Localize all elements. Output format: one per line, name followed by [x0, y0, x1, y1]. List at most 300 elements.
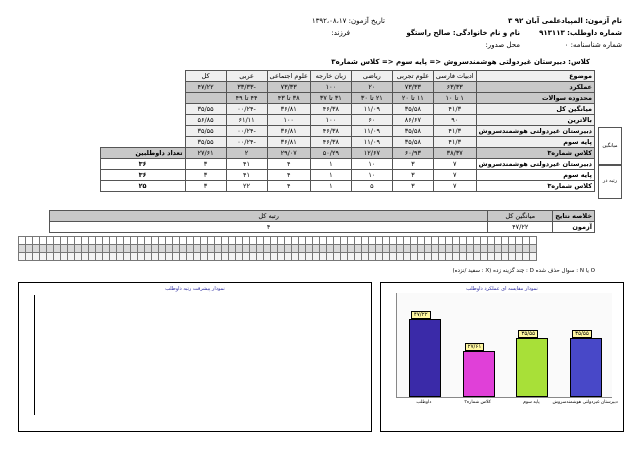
- grid-cell: [509, 237, 516, 245]
- grid-cell: [243, 237, 250, 245]
- bar: [409, 319, 441, 397]
- table-cell: ۳۵/۵۸: [392, 104, 433, 115]
- column-header: زبان خارجه: [310, 71, 351, 82]
- grid-cell: [439, 237, 446, 245]
- grid-cell: [82, 237, 89, 245]
- table-cell: ۶۰: [351, 115, 392, 126]
- grid-cell: [201, 237, 208, 245]
- table-cell: ۱۱/۰۹: [351, 104, 392, 115]
- table-cell: ۲۷/۶۱: [185, 148, 226, 159]
- grid-cell: [33, 253, 40, 261]
- grid-cell: [530, 237, 537, 245]
- progress-chart-title: نمودار پیشرفت رتبه داوطلب: [165, 286, 225, 292]
- row-label: میانگین کل: [476, 104, 594, 115]
- grid-cell: [327, 245, 334, 253]
- grid-cell: [229, 237, 236, 245]
- table-cell: ۳۱ تا ۳۷: [310, 93, 351, 104]
- grid-cell: [243, 245, 250, 253]
- grid-cell: [467, 245, 474, 253]
- table-cell: ۷: [433, 159, 476, 170]
- grid-cell: [348, 237, 355, 245]
- grid-cell: [159, 245, 166, 253]
- grid-cell: [131, 237, 138, 245]
- answer-grid: [18, 236, 537, 261]
- issue-place: محل صدور:: [485, 41, 520, 49]
- table-cell: ۱۰: [351, 159, 392, 170]
- grid-cell: [306, 237, 313, 245]
- grid-cell: [68, 245, 75, 253]
- grid-cell: [432, 253, 439, 261]
- grid-cell: [460, 253, 467, 261]
- grid-cell: [467, 253, 474, 261]
- table-cell: ۶۱/۱۱: [226, 115, 267, 126]
- grid-cell: [327, 253, 334, 261]
- table-cell: ۴۱/۳: [433, 104, 476, 115]
- row-label: بالاترین: [476, 115, 594, 126]
- grid-cell: [453, 253, 460, 261]
- grid-cell: [145, 245, 152, 253]
- grid-cell: [82, 245, 89, 253]
- grid-cell: [89, 237, 96, 245]
- grid-cell: [341, 253, 348, 261]
- grid-cell: [341, 237, 348, 245]
- grid-cell: [61, 237, 68, 245]
- grid-cell: [40, 253, 47, 261]
- grid-cell: [411, 237, 418, 245]
- table-cell: ۳: [185, 170, 226, 181]
- table-cell: ۳۵/۵۵: [185, 126, 226, 137]
- table-cell: ۴۱/۳: [433, 126, 476, 137]
- table-cell: ۵۰/۲۹: [310, 148, 351, 159]
- table-cell: ۱۰۰: [310, 115, 351, 126]
- grid-cell: [180, 245, 187, 253]
- table-cell: ۱۰۰: [267, 115, 310, 126]
- grid-cell: [481, 253, 488, 261]
- grid-cell: [166, 237, 173, 245]
- grid-cell: [313, 253, 320, 261]
- column-header: علوم تجربی: [392, 71, 433, 82]
- grid-cell: [131, 245, 138, 253]
- grid-cell: [75, 245, 82, 253]
- grid-cell: [180, 253, 187, 261]
- grid-cell: [145, 237, 152, 245]
- x-tick-label: کلاس شماره۳: [464, 400, 491, 405]
- progress-chart: [18, 282, 372, 432]
- grid-cell: [208, 253, 215, 261]
- grid-cell: [96, 245, 103, 253]
- grid-cell: [271, 245, 278, 253]
- grid-cell: [474, 253, 481, 261]
- grid-cell: [411, 245, 418, 253]
- grid-cell: [474, 237, 481, 245]
- grid-cell: [89, 253, 96, 261]
- summary-exam-label: آزمون: [553, 222, 595, 233]
- summary-result-label: خلاصه نتایج: [553, 211, 595, 222]
- grid-cell: [495, 245, 502, 253]
- grid-cell: [103, 253, 110, 261]
- table-cell: ۱۱/۰۹: [351, 137, 392, 148]
- grid-cell: [159, 237, 166, 245]
- table-cell: ۲۰: [351, 82, 392, 93]
- grid-cell: [222, 237, 229, 245]
- grid-cell: [68, 237, 75, 245]
- student-number: شماره داوطلب: ۹۱۳۱۱۳: [539, 29, 622, 37]
- grid-cell: [110, 237, 117, 245]
- grid-cell: [138, 237, 145, 245]
- grid-cell: [26, 253, 33, 261]
- grid-cell: [117, 237, 124, 245]
- grid-cell: [502, 245, 509, 253]
- grid-cell: [313, 245, 320, 253]
- table-cell: ۴۶/۳۸: [310, 104, 351, 115]
- table-cell: ۳: [392, 170, 433, 181]
- table-cell: ۴۱/۳: [433, 137, 476, 148]
- column-header: علوم اجتماعی: [267, 71, 310, 82]
- grid-cell: [292, 253, 299, 261]
- grid-cell: [96, 237, 103, 245]
- grid-cell: [341, 245, 348, 253]
- grid-cell: [369, 237, 376, 245]
- bar-value-label: ۴۷/۲۲: [411, 311, 431, 319]
- table-cell: ۴۶/۳۸: [310, 126, 351, 137]
- scores-table: [100, 70, 595, 192]
- column-header: ریاضی: [351, 71, 392, 82]
- grid-cell: [334, 237, 341, 245]
- column-header: کل: [185, 71, 226, 82]
- grid-cell: [222, 245, 229, 253]
- grid-cell: [446, 237, 453, 245]
- grid-cell: [495, 253, 502, 261]
- table-cell: ۳۵/۵۵: [185, 104, 226, 115]
- grid-cell: [376, 237, 383, 245]
- grid-cell: [495, 237, 502, 245]
- grid-cell: [250, 237, 257, 245]
- grid-cell: [229, 245, 236, 253]
- grid-cell: [516, 245, 523, 253]
- row-label: دبیرستان غیردولتی هوشمندسروش: [476, 126, 594, 137]
- grid-cell: [187, 253, 194, 261]
- row-label: پایه سوم: [476, 170, 594, 181]
- grid-cell: [502, 237, 509, 245]
- grid-cell: [383, 245, 390, 253]
- summary-avg-label: میانگین کل: [488, 211, 553, 222]
- bar-value-label: ۳۵/۵۵: [572, 330, 592, 338]
- grid-cell: [180, 237, 187, 245]
- grid-cell: [61, 253, 68, 261]
- grid-cell: [271, 253, 278, 261]
- x-tick-label: دبیرستان غیردولتی هوشمندسروش: [552, 400, 618, 405]
- count-header: تعداد داوطلبین: [100, 148, 185, 159]
- grid-cell: [187, 245, 194, 253]
- grid-cell: [138, 245, 145, 253]
- grid-cell: [243, 253, 250, 261]
- grid-cell: [369, 245, 376, 253]
- grid-cell: [173, 245, 180, 253]
- grid-cell: [33, 237, 40, 245]
- bar: [463, 351, 495, 397]
- grid-cell: [320, 253, 327, 261]
- side-label-rank: رتبه در: [598, 164, 622, 199]
- comparison-chart: [380, 282, 624, 432]
- count-cell: ۳۶: [100, 159, 185, 170]
- bar: [516, 338, 548, 397]
- grid-cell: [124, 245, 131, 253]
- grid-cell: [236, 245, 243, 253]
- table-cell: ۵۶/۸۵: [185, 115, 226, 126]
- grid-cell: [26, 237, 33, 245]
- grid-cell: [152, 237, 159, 245]
- grid-cell: [523, 245, 530, 253]
- grid-cell: [285, 237, 292, 245]
- grid-cell: [215, 237, 222, 245]
- grid-cell: [47, 237, 54, 245]
- table-cell: ۷: [433, 181, 476, 192]
- grid-cell: [509, 253, 516, 261]
- grid-cell: [215, 253, 222, 261]
- grid-cell: [82, 253, 89, 261]
- table-cell: ۳۶/۸۱: [267, 126, 310, 137]
- row-label: کلاس شماره۳: [476, 181, 594, 192]
- table-cell: ۳: [392, 181, 433, 192]
- grid-cell: [229, 253, 236, 261]
- grid-cell: [509, 245, 516, 253]
- grid-cell: [516, 253, 523, 261]
- grid-cell: [383, 253, 390, 261]
- grid-cell: [390, 253, 397, 261]
- grid-cell: [530, 245, 537, 253]
- table-row: [100, 93, 594, 104]
- grid-cell: [54, 245, 61, 253]
- grid-cell: [320, 245, 327, 253]
- row-label: پایه سوم: [476, 137, 594, 148]
- grid-cell: [215, 245, 222, 253]
- grid-cell: [222, 253, 229, 261]
- grid-cell: [418, 253, 425, 261]
- table-cell: ۸۶/۶۷: [392, 115, 433, 126]
- grid-cell: [383, 237, 390, 245]
- full-name: نام و نام خانوادگی: صالح راستگو: [406, 29, 520, 37]
- table-row: [100, 148, 594, 159]
- table-cell: ۲: [226, 148, 267, 159]
- grid-cell: [292, 237, 299, 245]
- grid-cell: [355, 245, 362, 253]
- table-cell: ۵: [351, 181, 392, 192]
- grid-cell: [362, 245, 369, 253]
- grid-cell: [453, 245, 460, 253]
- grid-cell: [54, 253, 61, 261]
- grid-cell: [446, 245, 453, 253]
- grid-cell: [201, 245, 208, 253]
- grid-cell: [110, 253, 117, 261]
- grid-cell: [54, 237, 61, 245]
- grid-cell: [523, 253, 530, 261]
- table-cell: ۳: [185, 181, 226, 192]
- comparison-plot: [396, 293, 618, 405]
- column-header: عربی: [226, 71, 267, 82]
- grid-cell: [110, 245, 117, 253]
- table-cell: ۳۸/۳۷: [433, 148, 476, 159]
- table-cell: ۹۰: [433, 115, 476, 126]
- grid-cell: [320, 237, 327, 245]
- table-cell: ۷۳/۳۳: [392, 82, 433, 93]
- grid-cell: [334, 253, 341, 261]
- comparison-chart-title: نمودار مقایسه ای عملکرد داوطلب: [466, 286, 538, 292]
- grid-cell: [362, 237, 369, 245]
- table-cell: ۴: [267, 181, 310, 192]
- grid-cell: [467, 237, 474, 245]
- x-tick-label: داوطلب: [416, 400, 432, 405]
- grid-cell: [47, 245, 54, 253]
- grid-cell: [117, 245, 124, 253]
- table-cell: -۰۰/۲۴: [226, 104, 267, 115]
- side-label-average: میانگین: [598, 127, 622, 166]
- table-cell: [185, 93, 226, 104]
- rank-row: [100, 159, 594, 170]
- table-cell: -۰۰/۲۴: [226, 126, 267, 137]
- count-cell: ۳۶: [100, 170, 185, 181]
- table-cell: ۱: [310, 159, 351, 170]
- grid-cell: [145, 253, 152, 261]
- table-cell: -۳۳/۳۳: [226, 82, 267, 93]
- grid-row: [19, 253, 537, 261]
- table-cell: ۱ تا ۱۰: [433, 93, 476, 104]
- grid-cell: [278, 237, 285, 245]
- grid-cell: [103, 237, 110, 245]
- grid-cell: [425, 237, 432, 245]
- grid-cell: [278, 245, 285, 253]
- grid-cell: [530, 253, 537, 261]
- grid-cell: [103, 245, 110, 253]
- grid-cell: [313, 237, 320, 245]
- grid-cell: [292, 245, 299, 253]
- table-cell: ۳۶/۸۱: [267, 137, 310, 148]
- grid-cell: [271, 237, 278, 245]
- grid-cell: [404, 245, 411, 253]
- row-label: کلاس شماره۳: [476, 148, 594, 159]
- grid-cell: [257, 237, 264, 245]
- grid-cell: [327, 237, 334, 245]
- grid-cell: [299, 245, 306, 253]
- class-path: کلاس: دبیرستان غیردولتی هوشمندسروش <= پایه سوم <= کلاس شماره۳: [331, 58, 590, 66]
- table-cell: ۲۱ تا ۳۰: [351, 93, 392, 104]
- summary-avg-value: ۴۷/۲۲: [488, 222, 553, 233]
- grid-cell: [411, 253, 418, 261]
- grid-cell: [523, 237, 530, 245]
- grid-cell: [173, 253, 180, 261]
- grid-cell: [418, 237, 425, 245]
- table-cell: ۱: [310, 170, 351, 181]
- grid-row: [19, 237, 537, 245]
- row-label: دبیرستان غیردولتی هوشمندسروش: [476, 159, 594, 170]
- grid-cell: [425, 245, 432, 253]
- grid-cell: [33, 245, 40, 253]
- table-cell: ۶۰/۹۳: [392, 148, 433, 159]
- summary-rank-value: ۴: [50, 222, 488, 233]
- table-cell: ۳۵/۵۸: [392, 126, 433, 137]
- grid-cell: [397, 253, 404, 261]
- grid-cell: [166, 253, 173, 261]
- x-tick-label: پایه سوم: [523, 400, 540, 405]
- grid-cell: [26, 245, 33, 253]
- grid-cell: [285, 245, 292, 253]
- grid-cell: [124, 237, 131, 245]
- grid-cell: [194, 253, 201, 261]
- grid-cell: [460, 237, 467, 245]
- table-cell: ۴۷/۲۲: [185, 82, 226, 93]
- grid-cell: [488, 237, 495, 245]
- table-cell: ۷: [433, 170, 476, 181]
- grid-cell: [131, 253, 138, 261]
- legend-note: O یا N : سوال حذف شده D : چند گزینه زده (X : سفید /نزده): [452, 268, 595, 274]
- grid-cell: [439, 245, 446, 253]
- grid-cell: [404, 253, 411, 261]
- grid-cell: [460, 245, 467, 253]
- grid-cell: [264, 245, 271, 253]
- child-of: فرزند:: [331, 29, 350, 37]
- grid-cell: [446, 253, 453, 261]
- grid-cell: [264, 253, 271, 261]
- rank-row: [100, 181, 594, 192]
- column-header: موضوع: [476, 71, 594, 82]
- grid-cell: [488, 253, 495, 261]
- grid-cell: [201, 253, 208, 261]
- grid-cell: [236, 253, 243, 261]
- table-cell: ۳۶/۸۱: [267, 104, 310, 115]
- grid-cell: [124, 253, 131, 261]
- grid-cell: [355, 253, 362, 261]
- grid-cell: [257, 253, 264, 261]
- grid-cell: [250, 253, 257, 261]
- table-cell: ۴۱: [226, 170, 267, 181]
- grid-cell: [306, 245, 313, 253]
- table-cell: ۲۲: [226, 181, 267, 192]
- grid-cell: [397, 245, 404, 253]
- table-cell: ۱۱ تا ۲۰: [392, 93, 433, 104]
- grid-cell: [306, 253, 313, 261]
- grid-cell: [187, 237, 194, 245]
- grid-cell: [166, 245, 173, 253]
- grid-cell: [138, 253, 145, 261]
- table-cell: ۴۶/۳۸: [310, 137, 351, 148]
- progress-chart-axis: [34, 295, 35, 415]
- grid-cell: [516, 237, 523, 245]
- grid-cell: [208, 237, 215, 245]
- grid-cell: [390, 237, 397, 245]
- grid-cell: [47, 253, 54, 261]
- rank-row: [100, 170, 594, 181]
- bar-value-label: ۳۵/۵۵: [518, 330, 538, 338]
- grid-cell: [348, 253, 355, 261]
- grid-cell: [376, 253, 383, 261]
- column-header: ادبیات فارسی: [433, 71, 476, 82]
- grid-cell: [432, 237, 439, 245]
- grid-cell: [439, 253, 446, 261]
- grid-cell: [348, 245, 355, 253]
- grid-cell: [453, 237, 460, 245]
- grid-cell: [194, 237, 201, 245]
- table-cell: ۱۱/۰۹: [351, 126, 392, 137]
- grid-cell: [397, 237, 404, 245]
- id-number: شماره شناسنامه: ۰: [564, 41, 622, 49]
- grid-cell: [474, 245, 481, 253]
- grid-cell: [173, 237, 180, 245]
- grid-cell: [40, 237, 47, 245]
- grid-cell: [299, 253, 306, 261]
- table-cell: ۴۱: [226, 159, 267, 170]
- bar-value-label: ۲۷/۶۱: [465, 343, 485, 351]
- grid-cell: [390, 245, 397, 253]
- table-cell: ۷۳/۳۳: [267, 82, 310, 93]
